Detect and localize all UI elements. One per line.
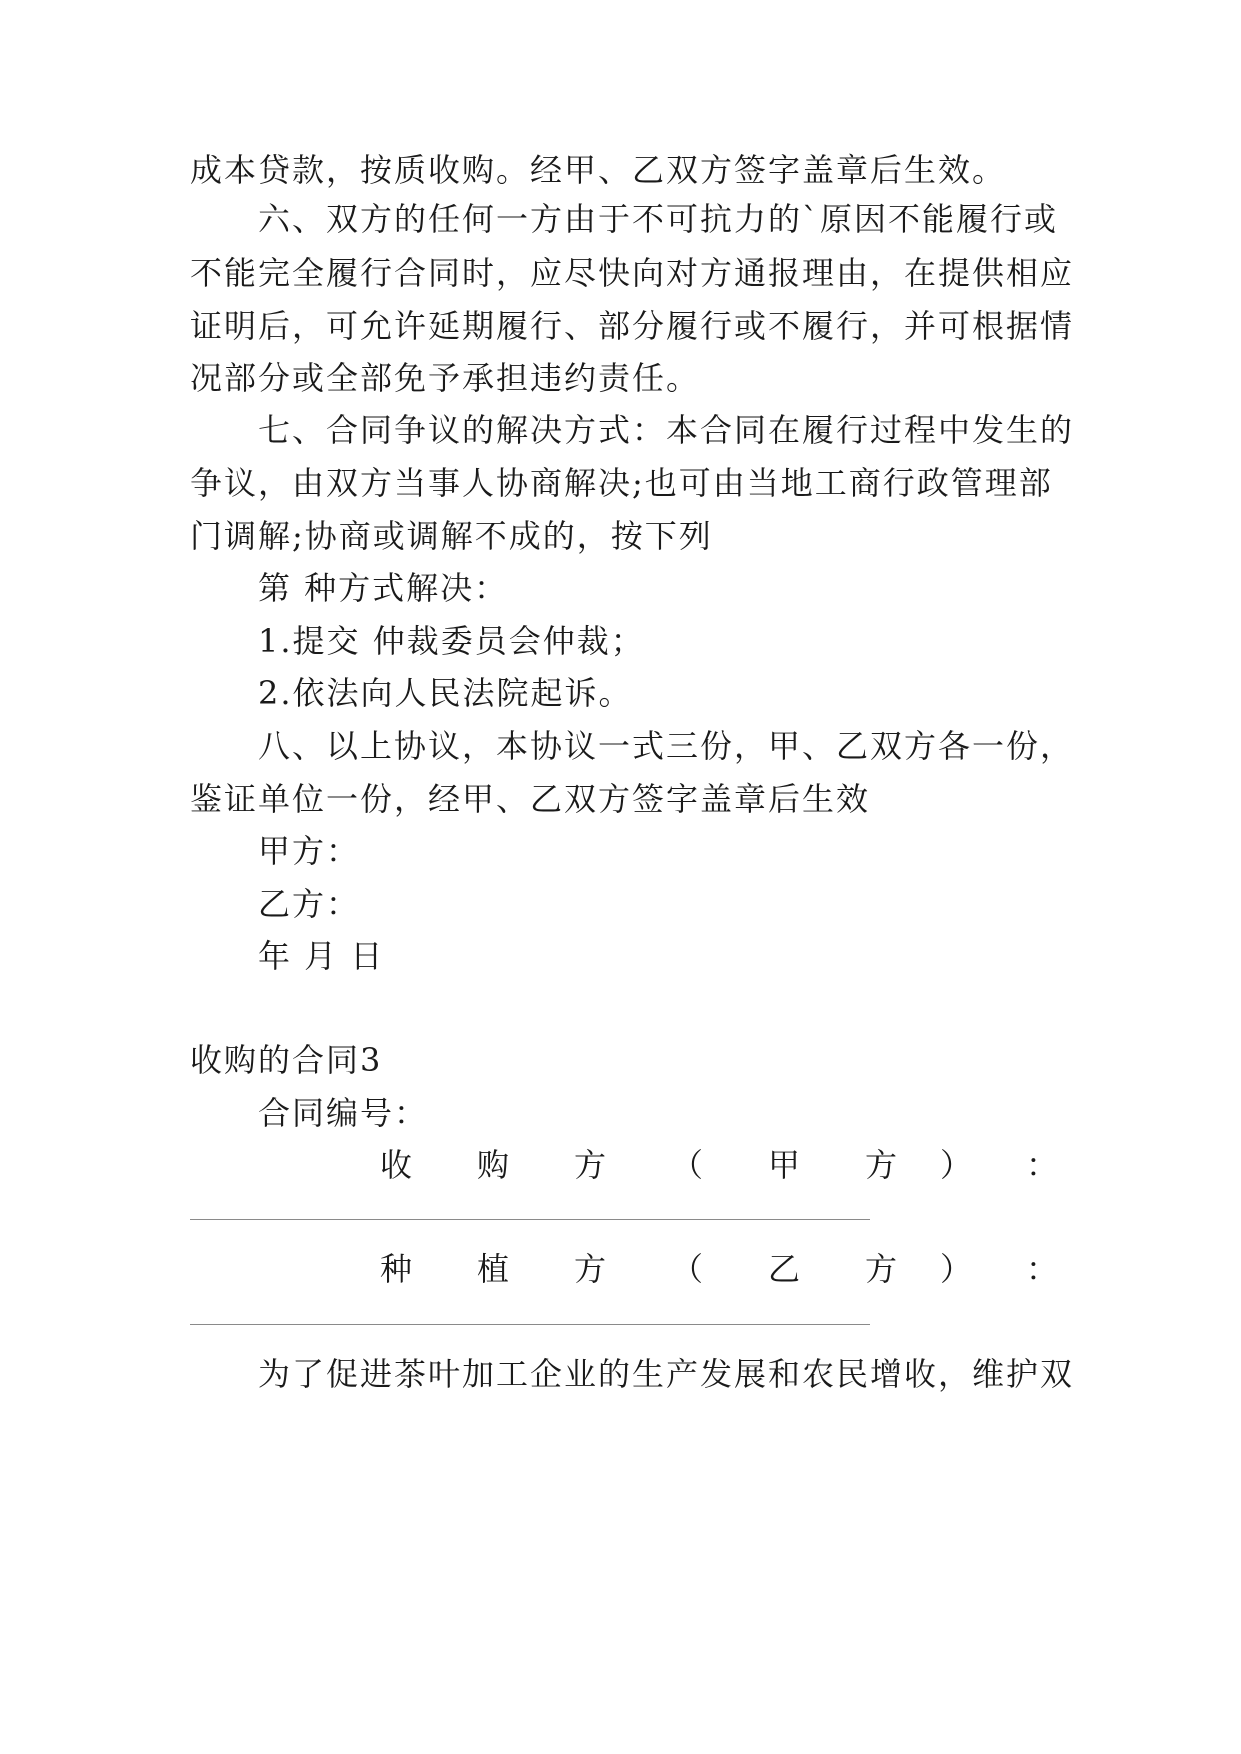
paragraph-line: 鉴证单位一份，经甲、乙双方签字盖章后生效 <box>190 780 871 818</box>
paragraph-line: 成本贷款，按质收购。经甲、乙双方签字盖章后生效。 <box>190 151 1007 189</box>
planter-fill-line <box>190 1324 870 1325</box>
buyer-row-char: 收 <box>380 1146 413 1184</box>
paragraph-line: 门调解;协商或调解不成的，按下列 <box>190 517 713 555</box>
planter-row-char: 方 <box>574 1250 607 1288</box>
paragraph-line: 证明后，可允许延期履行、部分履行或不履行，并可根据情 <box>190 307 1075 345</box>
date-label: 年 月 日 <box>258 937 385 975</box>
planter-row-char: （ <box>671 1250 704 1288</box>
clause-eight-line: 八、以上协议，本协议一式三份，甲、乙双方各一份， <box>258 727 1075 765</box>
buyer-row-char: ） <box>940 1146 973 1184</box>
buyer-row-char: 甲 <box>768 1146 801 1184</box>
paragraph-line: 争议，由双方当事人协商解决;也可由当地工商行政管理部 <box>190 464 1053 502</box>
buyer-row-char: ： <box>1026 1146 1059 1184</box>
party-b-signature-label: 乙方： <box>258 885 361 923</box>
paragraph-line: 第 种方式解决： <box>258 569 509 607</box>
list-item: 2.依法向人民法院起诉。 <box>258 674 633 712</box>
list-item: 1.提交 仲裁委员会仲裁； <box>258 622 645 660</box>
clause-six-line: 六、双方的任何一方由于不可抗力的`原因不能履行或 <box>258 200 1059 238</box>
buyer-row-char: （ <box>671 1146 704 1184</box>
buyer-row-char: 方 <box>865 1146 898 1184</box>
planter-row-char: ： <box>1026 1250 1059 1288</box>
planter-row <box>190 1249 1059 1289</box>
buyer-fill-line <box>190 1219 870 1220</box>
paragraph-line: 不能完全履行合同时，应尽快向对方通报理由，在提供相应 <box>190 254 1075 292</box>
planter-row-char: 种 <box>380 1250 413 1288</box>
buyer-row <box>190 1145 1059 1185</box>
clause-seven-line: 七、合同争议的解决方式：本合同在履行过程中发生的 <box>258 411 1075 449</box>
planter-row-char: 乙 <box>768 1250 801 1288</box>
buyer-row-char: 购 <box>477 1146 510 1184</box>
section-title: 收购的合同3 <box>190 1041 383 1079</box>
party-a-signature-label: 甲方： <box>258 832 361 870</box>
contract-number-label: 合同编号： <box>258 1094 429 1132</box>
paragraph-line: 况部分或全部免予承担违约责任。 <box>190 359 701 397</box>
planter-row-char: ） <box>940 1250 973 1288</box>
planter-row-char: 植 <box>477 1250 510 1288</box>
buyer-row-char: 方 <box>574 1146 607 1184</box>
paragraph-line: 为了促进茶叶加工企业的生产发展和农民增收，维护双 <box>258 1355 1075 1393</box>
planter-row-char: 方 <box>865 1250 898 1288</box>
